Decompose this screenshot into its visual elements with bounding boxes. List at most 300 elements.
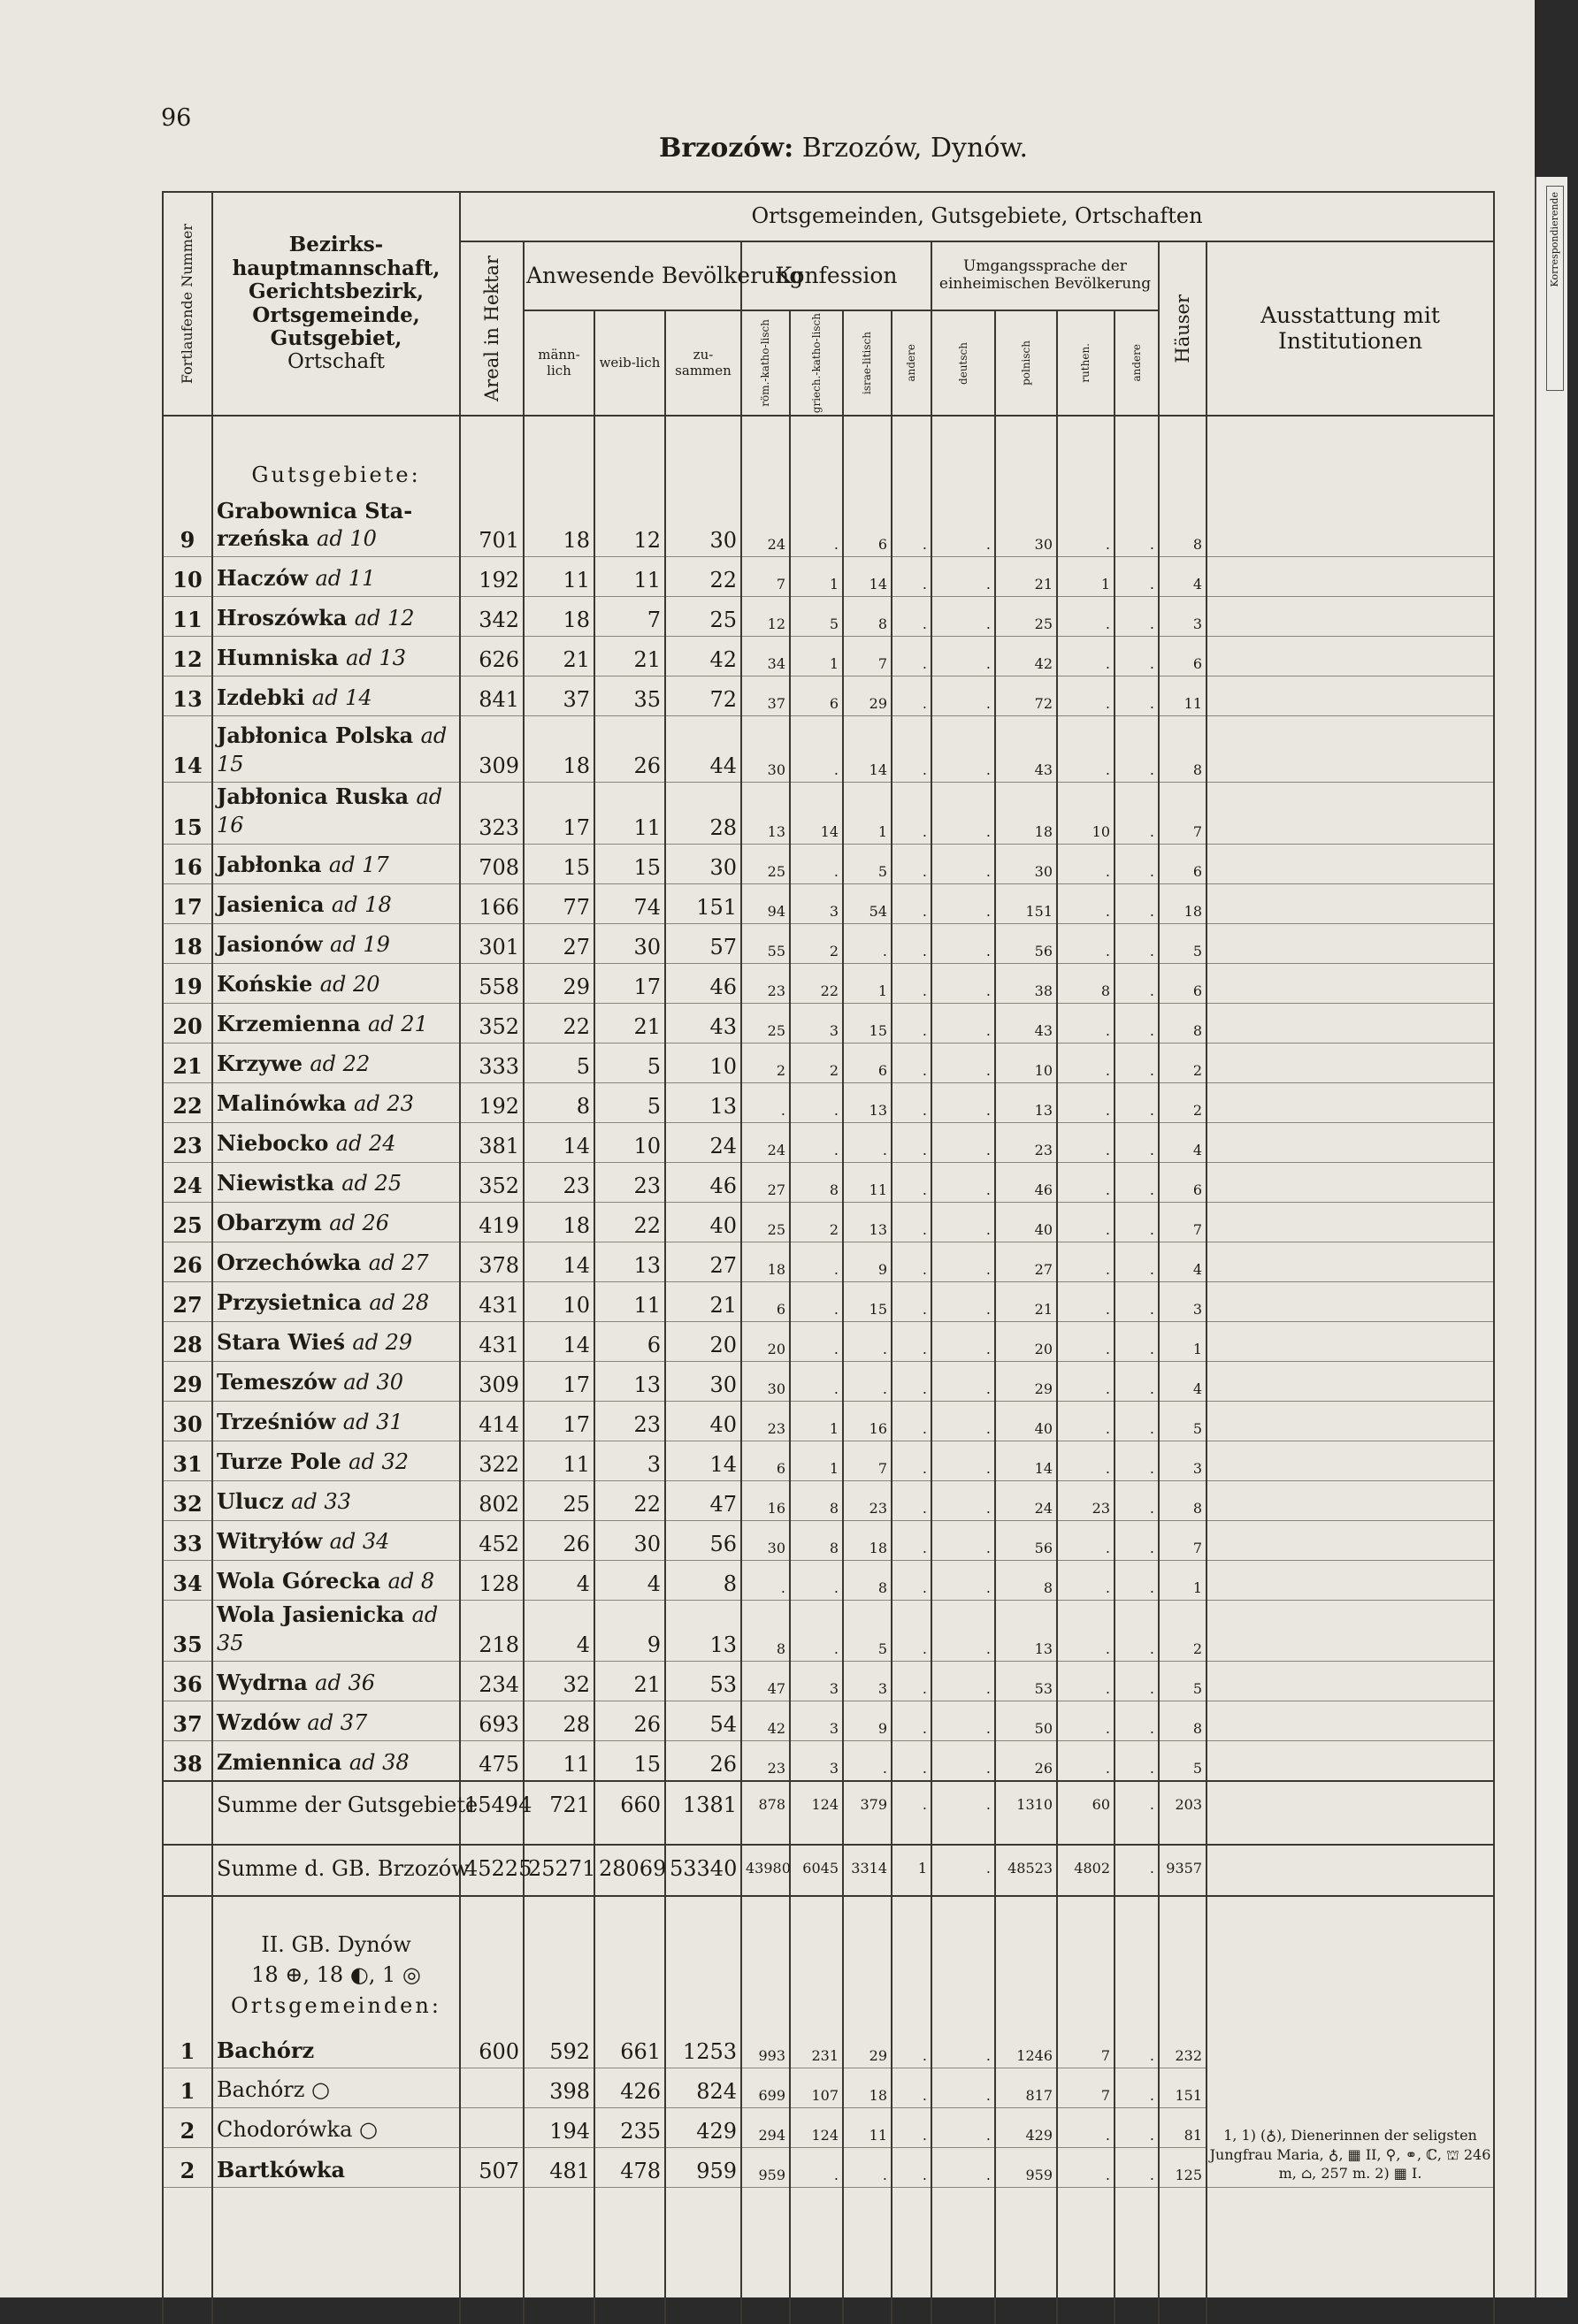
- sum-label: Summe der Gutsgebiete: [212, 1781, 460, 1831]
- cell-gr: 8: [790, 1162, 843, 1202]
- cell-h: 4: [1159, 557, 1206, 597]
- cell-de: .: [931, 783, 995, 844]
- cell-m: 11: [524, 557, 594, 597]
- table-row: [163, 923, 1494, 963]
- row-number: 12: [163, 637, 212, 677]
- cell-ausstattung: [1206, 1661, 1494, 1701]
- sum-an: .: [1115, 1845, 1159, 1896]
- cell-gr: 8: [790, 1520, 843, 1560]
- cell-areal: 333: [460, 1043, 524, 1082]
- cell-and: .: [892, 2029, 931, 2068]
- cell-areal: 166: [460, 883, 524, 923]
- cell-h: 151: [1159, 2068, 1206, 2107]
- cell-areal: 218: [460, 1600, 524, 1661]
- place-name: [212, 1122, 460, 1162]
- cell-areal: 309: [460, 716, 524, 783]
- cell-roem: 20: [741, 1321, 790, 1361]
- sum-w: 660: [594, 1781, 665, 1831]
- cell-h: 2: [1159, 1600, 1206, 1661]
- place-ad-ref: ad 21: [368, 1012, 428, 1037]
- place-name: [212, 716, 460, 783]
- cell-areal: 234: [460, 1661, 524, 1701]
- cell-w: 30: [594, 923, 665, 963]
- table-row: [163, 1321, 1494, 1361]
- cell-areal: 507: [460, 2147, 524, 2187]
- cell-m: 4: [524, 1560, 594, 1600]
- cell-roem: 24: [741, 491, 790, 557]
- sum-an: .: [1115, 1781, 1159, 1831]
- cell-ru: .: [1057, 716, 1115, 783]
- cell-an: .: [1115, 963, 1159, 1003]
- place-name-text: Krzywe: [217, 1051, 303, 1077]
- cell-de: .: [931, 1003, 995, 1043]
- cell-ausstattung: [1206, 1740, 1494, 1781]
- cell-and: .: [892, 783, 931, 844]
- cell-de: .: [931, 1361, 995, 1401]
- place-name-text: Haczów: [217, 565, 309, 592]
- place-name-text: Humniska: [217, 645, 339, 671]
- cell-z: 13: [665, 1082, 741, 1122]
- cell-and: .: [892, 716, 931, 783]
- place-name-text: Jasienica: [217, 891, 325, 918]
- sum-ru: 60: [1057, 1781, 1115, 1831]
- cell-an: .: [1115, 597, 1159, 637]
- place-name-text: Niewistka: [217, 1170, 334, 1196]
- cell-areal: 309: [460, 1361, 524, 1401]
- sum-areal: 15494: [460, 1781, 524, 1831]
- cell-ausstattung: [1206, 923, 1494, 963]
- cell-an: .: [1115, 716, 1159, 783]
- cell-de: .: [931, 557, 995, 597]
- cell-z: 46: [665, 1162, 741, 1202]
- cell-and: .: [892, 1043, 931, 1082]
- cell-isr: 13: [843, 1202, 892, 1242]
- place-ad-ref: ad 25: [341, 1171, 402, 1196]
- row-number: 19: [163, 963, 212, 1003]
- cell-an: .: [1115, 557, 1159, 597]
- cell-isr: .: [843, 1122, 892, 1162]
- cell-ausstattung: [1206, 1321, 1494, 1361]
- hdr-bezirk-3: Gerichtsbezirk,: [248, 279, 424, 304]
- cell-roem: 23: [741, 1740, 790, 1781]
- cell-roem: 30: [741, 716, 790, 783]
- cell-m: 28: [524, 1701, 594, 1740]
- cell-de: .: [931, 923, 995, 963]
- cell-h: 18: [1159, 883, 1206, 923]
- cell-areal: 323: [460, 783, 524, 844]
- place-name: [212, 1740, 460, 1781]
- place-name: [212, 1441, 460, 1480]
- sum-isr: 3314: [843, 1845, 892, 1896]
- row-number: 26: [163, 1242, 212, 1281]
- row-number: 2: [163, 2107, 212, 2147]
- cell-isr: 6: [843, 491, 892, 557]
- cell-pl: 56: [995, 923, 1057, 963]
- cell-and: .: [892, 1560, 931, 1600]
- cell-areal: 431: [460, 1281, 524, 1321]
- cell-gr: 231: [790, 2029, 843, 2068]
- cell-m: 4: [524, 1600, 594, 1661]
- cell-m: 8: [524, 1082, 594, 1122]
- cell-m: 18: [524, 597, 594, 637]
- col-roem-kath: röm.-katho-lisch: [741, 310, 790, 416]
- cell-gr: 6: [790, 677, 843, 716]
- cell-z: 53: [665, 1661, 741, 1701]
- cell-h: 6: [1159, 963, 1206, 1003]
- cell-ru: .: [1057, 844, 1115, 883]
- table-row: [163, 1520, 1494, 1560]
- cell-areal: 693: [460, 1701, 524, 1740]
- cell-pl: 151: [995, 883, 1057, 923]
- place-ad-ref: ad 35: [217, 1602, 439, 1655]
- place-name: [212, 963, 460, 1003]
- cell-and: .: [892, 1082, 931, 1122]
- place-name-text: Przysietnica: [217, 1289, 362, 1316]
- place-name: Bachórz: [212, 2029, 460, 2068]
- cell-ru: .: [1057, 637, 1115, 677]
- cell-h: 81: [1159, 2107, 1206, 2147]
- table-body: [163, 416, 1494, 2324]
- cell-de: .: [931, 1082, 995, 1122]
- cell-ru: .: [1057, 923, 1115, 963]
- cell-ausstattung: [1206, 1401, 1494, 1441]
- table-row: [163, 1661, 1494, 1701]
- running-head-district: Brzozów:: [659, 133, 794, 164]
- cell-an: .: [1115, 1162, 1159, 1202]
- row-number: 38: [163, 1740, 212, 1781]
- cell-an: .: [1115, 844, 1159, 883]
- cell-isr: 15: [843, 1003, 892, 1043]
- cell-isr: .: [843, 1361, 892, 1401]
- sum-w: 28069: [594, 1845, 665, 1896]
- table-row: [163, 2029, 1494, 2068]
- cell-h: 8: [1159, 716, 1206, 783]
- row-number: 20: [163, 1003, 212, 1043]
- hdr-konfession: Konfession: [741, 241, 931, 310]
- table-row: [163, 1281, 1494, 1321]
- adjacent-page-edge: [1535, 177, 1567, 2297]
- cell-areal: 322: [460, 1441, 524, 1480]
- cell-and: .: [892, 1202, 931, 1242]
- col-haeuser: Häuser: [1159, 241, 1206, 416]
- cell-z: 44: [665, 716, 741, 783]
- cell-w: 21: [594, 1661, 665, 1701]
- place-ad-ref: ad 15: [217, 722, 448, 777]
- place-name-text: Trześniów: [217, 1409, 336, 1435]
- cell-pl: 38: [995, 963, 1057, 1003]
- cell-ausstattung: [1206, 1043, 1494, 1082]
- cell-z: 26: [665, 1740, 741, 1781]
- cell-z: 824: [665, 2068, 741, 2107]
- hdr-title: Ortsgemeinden, Gutsgebiete, Ortschaften: [460, 192, 1494, 241]
- table-row: [163, 1560, 1494, 1600]
- place-ad-ref: ad 28: [369, 1290, 430, 1316]
- sum-row: [163, 1781, 1494, 1831]
- cell-w: 23: [594, 1162, 665, 1202]
- table-row: [163, 1122, 1494, 1162]
- cell-areal: 452: [460, 1520, 524, 1560]
- cell-an: .: [1115, 1281, 1159, 1321]
- cell-pl: 42: [995, 637, 1057, 677]
- hdr-umgangssprache: Umgangssprache der einheimischen Bevölkerung: [931, 241, 1159, 310]
- cell-m: 17: [524, 1401, 594, 1441]
- row-number: 24: [163, 1162, 212, 1202]
- cell-ausstattung: [1206, 1202, 1494, 1242]
- cell-z: 22: [665, 557, 741, 597]
- cell-gr: 124: [790, 2107, 843, 2147]
- place-name-text: Turze Pole: [217, 1449, 341, 1475]
- place-name-text: Obarzym: [217, 1210, 322, 1236]
- cell-h: 5: [1159, 1401, 1206, 1441]
- cell-z: 25: [665, 597, 741, 637]
- cell-areal: 192: [460, 1082, 524, 1122]
- cell-m: 18: [524, 1202, 594, 1242]
- cell-roem: 6: [741, 1441, 790, 1480]
- col-zusammen: zu-sammen: [665, 310, 741, 416]
- cell-gr: 8: [790, 1480, 843, 1520]
- place-name-text: Temeszów: [217, 1369, 336, 1395]
- cell-ru: 7: [1057, 2068, 1115, 2107]
- place-ad-ref: ad 24: [335, 1131, 396, 1157]
- cell-w: 6: [594, 1321, 665, 1361]
- cell-m: 15: [524, 844, 594, 883]
- cell-ausstattung: [1206, 1560, 1494, 1600]
- place-name: Bartkówka: [212, 2147, 460, 2187]
- cell-w: 426: [594, 2068, 665, 2107]
- row-number: 9: [163, 491, 212, 557]
- sum-h: 203: [1159, 1781, 1206, 1831]
- place-ad-ref: ad 14: [311, 685, 372, 711]
- cell-isr: 7: [843, 637, 892, 677]
- cell-roem: 23: [741, 963, 790, 1003]
- cell-m: 17: [524, 783, 594, 844]
- cell-isr: 3: [843, 1661, 892, 1701]
- cell-h: 8: [1159, 1701, 1206, 1740]
- cell-areal: 708: [460, 844, 524, 883]
- place-ad-ref: ad 26: [329, 1211, 390, 1236]
- table-row: [163, 1441, 1494, 1480]
- place-name-text: Izdebki: [217, 684, 305, 711]
- col-areal: Areal in Hektar: [460, 241, 524, 416]
- cell-ausstattung: [1206, 883, 1494, 923]
- sum-h: 9357: [1159, 1845, 1206, 1896]
- cell-ausstattung: [1206, 1082, 1494, 1122]
- cell-ausstattung: [1206, 1480, 1494, 1520]
- table-row: [163, 1480, 1494, 1520]
- row-number: 27: [163, 1281, 212, 1321]
- cell-z: 27: [665, 1242, 741, 1281]
- cell-roem: 30: [741, 1520, 790, 1560]
- cell-an: .: [1115, 1202, 1159, 1242]
- cell-h: 7: [1159, 1520, 1206, 1560]
- cell-de: .: [931, 1401, 995, 1441]
- place-ad-ref: ad 18: [331, 892, 392, 918]
- cell-and: .: [892, 1242, 931, 1281]
- cell-isr: .: [843, 923, 892, 963]
- cell-and: .: [892, 1162, 931, 1202]
- cell-an: .: [1115, 491, 1159, 557]
- row-number: 17: [163, 883, 212, 923]
- table-row: [163, 637, 1494, 677]
- cell-h: 4: [1159, 1361, 1206, 1401]
- cell-and: .: [892, 2068, 931, 2107]
- cell-gr: 1: [790, 1441, 843, 1480]
- cell-pl: 29: [995, 1361, 1057, 1401]
- cell-isr: 14: [843, 557, 892, 597]
- cell-areal: [460, 2068, 524, 2107]
- cell-gr: .: [790, 491, 843, 557]
- cell-isr: 1: [843, 783, 892, 844]
- cell-h: 2: [1159, 1043, 1206, 1082]
- cell-ausstattung: [1206, 1600, 1494, 1661]
- place-ad-ref: ad 10: [317, 526, 377, 552]
- cell-pl: 8: [995, 1560, 1057, 1600]
- place-name: [212, 1242, 460, 1281]
- cell-z: 54: [665, 1701, 741, 1740]
- cell-m: 26: [524, 1520, 594, 1560]
- cell-z: 10: [665, 1043, 741, 1082]
- cell-pl: 21: [995, 557, 1057, 597]
- sum-de: .: [931, 1845, 995, 1896]
- cell-de: .: [931, 1242, 995, 1281]
- cell-z: 8: [665, 1560, 741, 1600]
- cell-ru: .: [1057, 1661, 1115, 1701]
- place-name: [212, 1202, 460, 1242]
- cell-isr: 18: [843, 2068, 892, 2107]
- cell-gr: 2: [790, 923, 843, 963]
- cell-gr: .: [790, 1600, 843, 1661]
- place-name-text: Jabłonica Ruska: [217, 784, 410, 810]
- cell-m: 32: [524, 1661, 594, 1701]
- row-number: 1: [163, 2029, 212, 2068]
- cell-z: 42: [665, 637, 741, 677]
- hdr-ortschaft: Ortschaft: [287, 350, 386, 374]
- cell-and: .: [892, 1361, 931, 1401]
- cell-m: 29: [524, 963, 594, 1003]
- cell-h: 7: [1159, 1202, 1206, 1242]
- cell-roem: 2: [741, 1043, 790, 1082]
- cell-and: .: [892, 557, 931, 597]
- cell-w: 4: [594, 1560, 665, 1600]
- sum-pl: 1310: [995, 1781, 1057, 1831]
- cell-and: .: [892, 1740, 931, 1781]
- cell-roem: 25: [741, 1003, 790, 1043]
- cell-w: 7: [594, 597, 665, 637]
- cell-de: .: [931, 1520, 995, 1560]
- row-number: 13: [163, 677, 212, 716]
- cell-an: .: [1115, 2029, 1159, 2068]
- cell-areal: 558: [460, 963, 524, 1003]
- cell-ausstattung: [1206, 963, 1494, 1003]
- cell-and: .: [892, 1321, 931, 1361]
- cell-and: .: [892, 923, 931, 963]
- cell-pl: 817: [995, 2068, 1057, 2107]
- cell-ausstattung: [1206, 1281, 1494, 1321]
- cell-ru: .: [1057, 2147, 1115, 2187]
- cell-isr: 9: [843, 1701, 892, 1740]
- cell-areal: 378: [460, 1242, 524, 1281]
- cell-pl: 429: [995, 2107, 1057, 2147]
- cell-roem: 294: [741, 2107, 790, 2147]
- cell-an: .: [1115, 1321, 1159, 1361]
- cell-w: 26: [594, 1701, 665, 1740]
- row-number: 31: [163, 1441, 212, 1480]
- cell-w: 22: [594, 1480, 665, 1520]
- place-ad-ref: ad 23: [354, 1091, 414, 1117]
- place-ad-ref: ad 38: [349, 1749, 410, 1775]
- cell-de: .: [931, 716, 995, 783]
- place-ad-ref: ad 8: [387, 1569, 435, 1594]
- cell-an: .: [1115, 1361, 1159, 1401]
- cell-an: .: [1115, 1043, 1159, 1082]
- cell-de: .: [931, 1043, 995, 1082]
- cell-roem: 959: [741, 2147, 790, 2187]
- place-name: [212, 1361, 460, 1401]
- cell-m: 27: [524, 923, 594, 963]
- cell-roem: 699: [741, 2068, 790, 2107]
- cell-z: 40: [665, 1202, 741, 1242]
- cell-isr: 8: [843, 1560, 892, 1600]
- cell-de: .: [931, 1600, 995, 1661]
- cell-h: 8: [1159, 491, 1206, 557]
- cell-de: .: [931, 1122, 995, 1162]
- place-name-text: Orzechówka: [217, 1250, 362, 1276]
- cell-ausstattung: [1206, 844, 1494, 883]
- cell-ru: .: [1057, 1122, 1115, 1162]
- cell-ru: 1: [1057, 557, 1115, 597]
- cell-ausstattung-bachorz: 1, 1) (♁), Dienerinnen der seligsten Jungfrau Maria, ♁, ▦ II, ⚲, ⚭, ℂ, ⛫ 246 m, ⌂, 257 m. 2) ▦ I.: [1206, 2029, 1494, 2188]
- cell-w: 35: [594, 677, 665, 716]
- cell-gr: .: [790, 1242, 843, 1281]
- row-number: 25: [163, 1202, 212, 1242]
- cell-gr: 1: [790, 557, 843, 597]
- cell-ru: .: [1057, 1600, 1115, 1661]
- section-dynow-label: Ortsgemeinden:: [231, 1993, 441, 2019]
- table-row: [163, 716, 1494, 783]
- place-ad-ref: ad 13: [346, 646, 406, 671]
- cell-h: 3: [1159, 1441, 1206, 1480]
- cell-m: 17: [524, 1361, 594, 1401]
- cell-pl: 40: [995, 1202, 1057, 1242]
- cell-roem: .: [741, 1082, 790, 1122]
- table-row: [163, 783, 1494, 844]
- cell-ausstattung: [1206, 1122, 1494, 1162]
- cell-roem: 42: [741, 1701, 790, 1740]
- cell-w: 478: [594, 2147, 665, 2187]
- cell-and: .: [892, 1661, 931, 1701]
- cell-de: .: [931, 1441, 995, 1480]
- place-name: [212, 557, 460, 597]
- cell-ru: 23: [1057, 1480, 1115, 1520]
- census-table: [162, 191, 1495, 2324]
- place-name-text: Wola Górecka: [217, 1568, 381, 1594]
- cell-pl: 53: [995, 1661, 1057, 1701]
- place-ad-ref: ad 27: [368, 1250, 429, 1276]
- row-number: 29: [163, 1361, 212, 1401]
- cell-and: .: [892, 491, 931, 557]
- cell-h: 3: [1159, 1281, 1206, 1321]
- cell-w: 11: [594, 783, 665, 844]
- cell-h: 11: [1159, 677, 1206, 716]
- cell-z: 21: [665, 1281, 741, 1321]
- cell-ausstattung: [1206, 783, 1494, 844]
- col-andere-spr: andere: [1115, 310, 1159, 416]
- cell-w: 12: [594, 491, 665, 557]
- cell-de: .: [931, 1281, 995, 1321]
- table-row: [163, 491, 1494, 557]
- cell-pl: 27: [995, 1242, 1057, 1281]
- cell-gr: 22: [790, 963, 843, 1003]
